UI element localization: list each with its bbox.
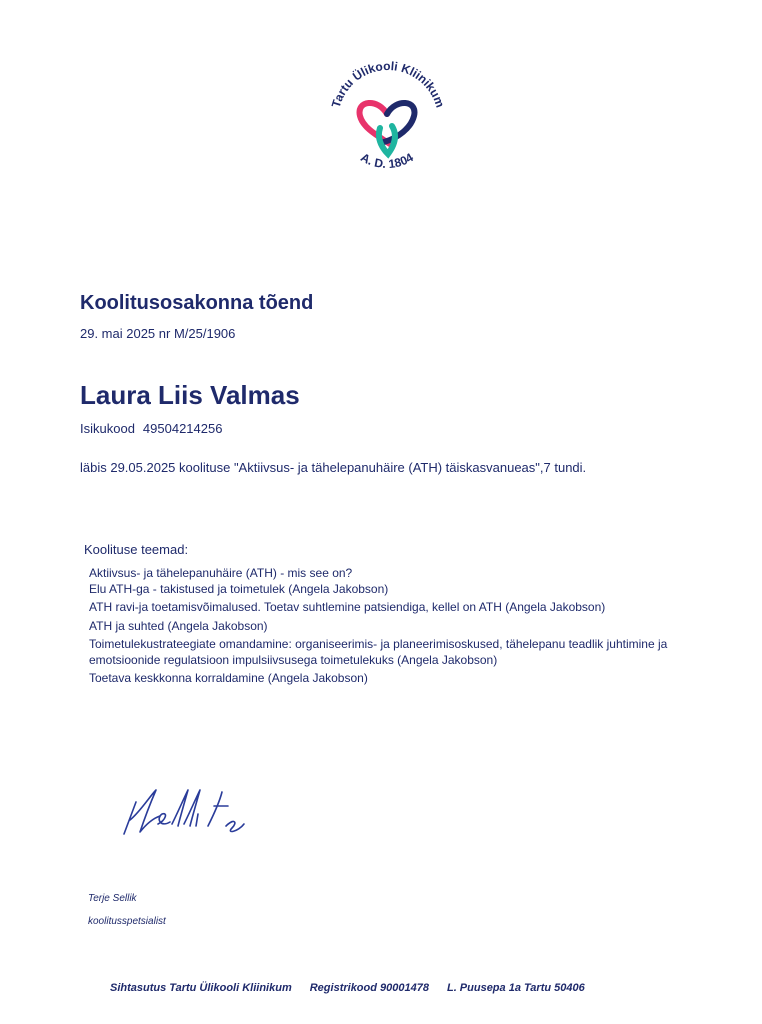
signer-name: Terje Sellik (88, 893, 137, 904)
handwritten-signature (110, 782, 260, 842)
completion-statement: läbis 29.05.2025 koolituse "Aktiivsus- ja tähelepanuhäire (ATH) täiskasvanueas",7 tundi. (80, 460, 587, 475)
signer-role: koolitusspetsialist (88, 916, 166, 927)
logo-ring-text: Tartu Ülikooli Kliinikum (328, 58, 448, 110)
personal-id-label: Isikukood (80, 421, 135, 436)
topic-item: Toimetulekustrateegiate omandamine: organiseerimis- ja planeerimisoskused, tähelepanu teadlik juhtimine ja emotsioonide regulatsioon impulsiivsusega toimetulekuks (Angela Jakobson) (89, 637, 668, 667)
personal-id-line (80, 421, 222, 436)
topic-item: Aktiivsus- ja tähelepanuhäire (ATH) - mis see on? (89, 566, 353, 580)
clinic-logo (318, 52, 456, 190)
topic-item: ATH ravi-ja toetamisvõimalused. Toetav suhtlemine patsiendiga, kellel on ATH (Angela Jakobson) (89, 600, 606, 614)
personal-id-value: 49504214256 (142, 421, 223, 436)
logo-heart-icon (360, 103, 415, 154)
footer-address: L. Puusepa 1a Tartu 50406 (446, 982, 585, 994)
footer-organization: Sihtasutus Tartu Ülikooli Kliinikum (110, 982, 292, 994)
footer-registry-code: Registrikood 90001478 (309, 982, 429, 994)
document-date-number: 29. mai 2025 nr M/25/1906 (80, 326, 236, 341)
logo-year-text: A. D. 1804 (358, 150, 416, 172)
topics-heading: Koolituse teemad: (84, 542, 189, 557)
topics-list (89, 566, 719, 690)
document-title: Koolitusosakonna tõend (80, 292, 314, 314)
topic-item: Elu ATH-ga - takistused ja toimetulek (Angela Jakobson) (89, 581, 389, 596)
topic-item: Toetava keskkonna korraldamine (Angela Jakobson) (89, 671, 368, 685)
person-name: Laura Liis Valmas (80, 380, 300, 410)
topic-item: ATH ja suhted (Angela Jakobson) (89, 618, 268, 633)
footer (110, 982, 670, 994)
